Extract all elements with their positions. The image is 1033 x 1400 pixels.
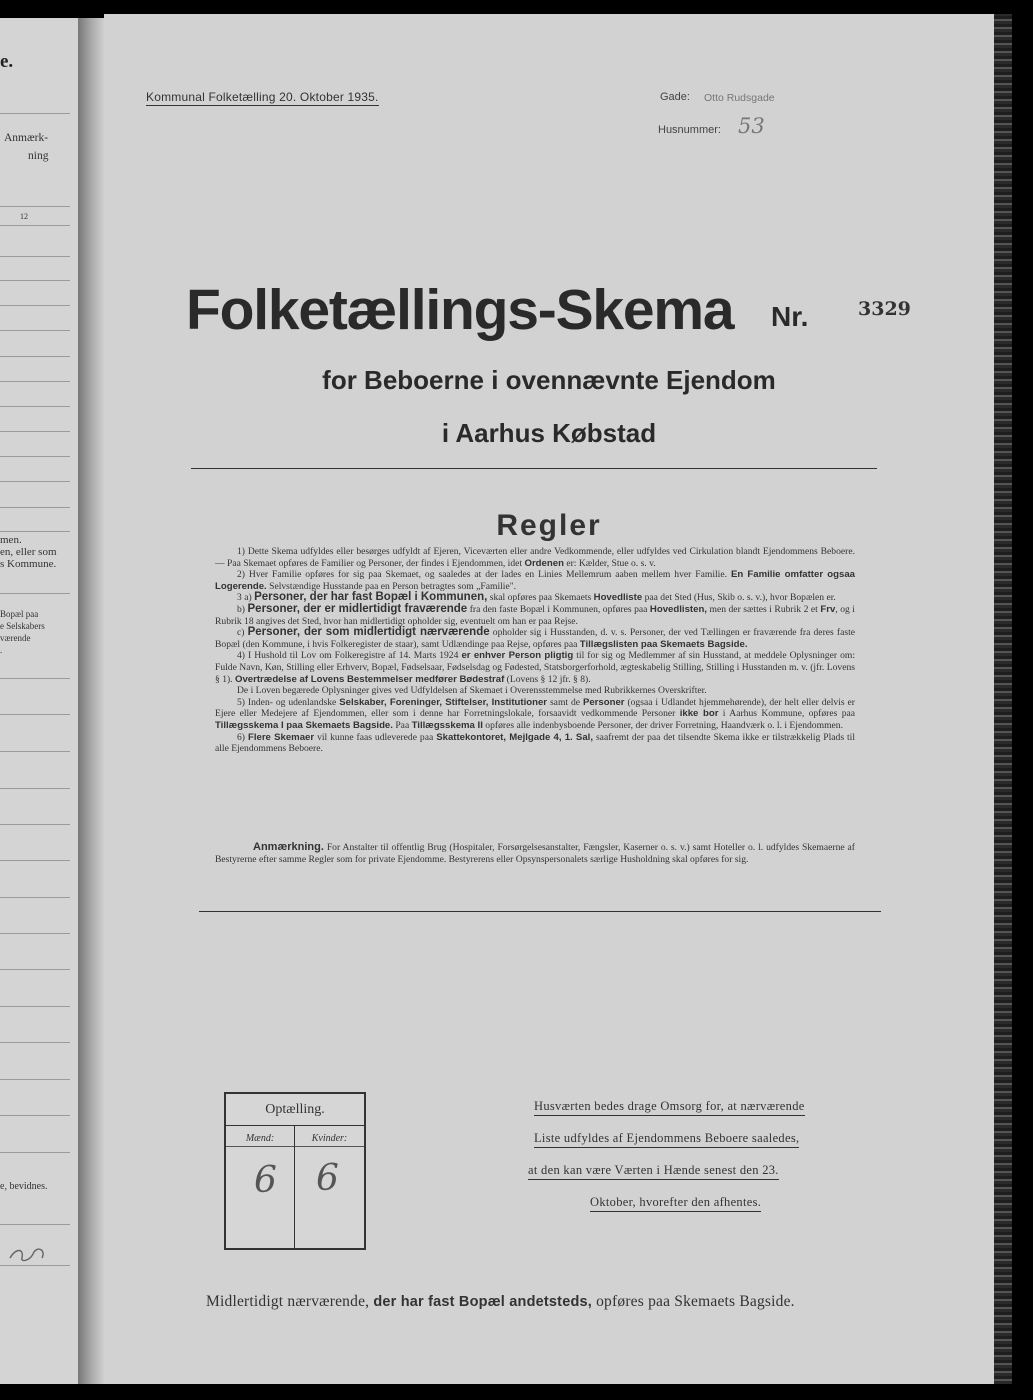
- rule-4: 4) I Hushold til Lov om Folkeregistre af 14. Marts 1924 er enhver Person pligtig til for sig og Medlemmer af sin Husstand, at meddele Oplysninger om: Fulde Navn, Køn, Stilling eller Erhverv, Bopæl, Fødselsaar, Fødselsdag og Fødested, Statsborgerforhold, ægteskabelig Stilling, Stilling i Husstanden m. v. (jfr. Lovens § 1). Overtrædelse af Lovens Bestemmelser medfører Bødestraf (Lovens § 12 jfr. § 8).: [215, 650, 856, 685]
- census-line: Kommunal Folketælling 20. Oktober 1935.: [146, 90, 379, 104]
- house-number-label: Husnummer:: [658, 124, 721, 136]
- rule-3c: c) Personer, der som midlertidigt nærværende opholder sig i Husstanden, d. v. s. Personer, der ved Tællingen er fraværende fra deres faste Bopæl (den Kommune, i hvis Folkeregister de staar), samt Udlændinge paa Rejse, opføres paa Tillægslisten paa Skemaets Bagside.: [215, 626, 856, 650]
- rule-3a: 3 a) Personer, der har fast Bopæl i Kommunen, skal opføres paa Skemaets Hovedliste paa det Sted (Hus, Skib o. s. v.), hvor Bopælen er.: [237, 591, 836, 604]
- title-divider: [191, 468, 877, 469]
- form-number-value: 3329: [858, 298, 911, 320]
- landlord-notice-line: at den kan være Værten i Hænde senest den 23.: [528, 1163, 779, 1180]
- house-number-value: 53: [738, 114, 765, 138]
- form-number-label: Nr.: [771, 301, 809, 332]
- footer-pre: Midlertidigt nærværende,: [206, 1293, 370, 1310]
- institutions-note: [215, 842, 855, 865]
- footer-post: opføres paa Skemaets Bagside.: [596, 1293, 795, 1310]
- landlord-notice-line: Husværten bedes drage Omsorg for, at nærværende: [534, 1099, 805, 1116]
- left-note-line: e, bevidnes.: [0, 1181, 48, 1192]
- left-column-title: Anmærk-: [4, 132, 49, 144]
- rule-2: 2) Hver Familie opføres for sig paa Skemaet, og saaledes at der lades en Linies Mellemrum aaben mellem hver Familie. En Familie omfatter ogsaa Logerende. Selvstændige Husstande paa en Person betragtes som „Familie".: [215, 569, 855, 592]
- note-text: For Anstalter til offentlig Brug (Hospitaler, Forsørgelsesanstalter, Fængsler, Kaserner o. s. v.) samt Hoteller o. l. udfyldes Skemaerne af Bestyrerne efter samme Regler som for private Ejendomme. Bestyrerens eller Opsynspersonalets særlige Husholdning skal opføres for sig.: [215, 842, 855, 865]
- landlord-notice-line: Liste udfyldes af Ejendommens Beboere saaledes,: [534, 1131, 799, 1148]
- book-gutter: [78, 18, 104, 1384]
- left-page: [0, 18, 78, 1384]
- left-note-line: e Selskabers: [0, 621, 45, 631]
- rule-4b: De i Loven begærede Oplysninger gives ved Udfyldelsen af Skemaet i Overensstemmelse med Rubrikkernes Overskrifter.: [237, 685, 707, 697]
- rule-6: 6) Flere Skemaer vil kunne faas udleverede paa Skattekontoret, Mejlgade 4, 1. Sal, saafremt der paa det tilsendte Skema ikke er tilstrækkelig Plads til alle Ejendommens Beboere.: [215, 731, 856, 755]
- footer-note: [206, 1293, 795, 1311]
- left-note-line: værende: [0, 633, 31, 643]
- page-stack-edge: [994, 14, 1012, 1384]
- women-label: Kvinder:: [311, 1133, 348, 1144]
- landlord-notice-line: Oktober, hvorefter den afhentes.: [590, 1195, 761, 1212]
- form-subtitle: for Beboerne i ovennævnte Ejendom: [322, 365, 776, 395]
- women-count: 6: [316, 1158, 339, 1199]
- form-title: Folketællings-Skema: [186, 278, 734, 342]
- census-form-page: [104, 14, 994, 1384]
- count-box-title: Optælling.: [226, 1094, 364, 1126]
- men-count: 6: [254, 1160, 277, 1201]
- street-label: Gade:: [660, 91, 690, 103]
- left-note-line: .: [0, 645, 3, 655]
- count-box: [224, 1092, 366, 1250]
- rule-1: 1) Dette Skema udfyldes eller besørges udfyldt af Ejeren, Viceværten eller andre Vedkommende, eller udfyldes ved Cirkulation blandt Ejendommens Beboere. — Paa Skemaet opføres de Familier og Personer, der findes i Ejendommen, idet Ordenen er: Kælder, Stue o. s. v.: [215, 546, 855, 569]
- left-note-line: Bopæl paa: [0, 609, 39, 619]
- left-note-line: men.: [0, 534, 22, 546]
- left-column-number: 12: [20, 212, 28, 221]
- left-note-line: en, eller som: [0, 546, 57, 558]
- rules-heading: Regler: [496, 509, 602, 542]
- left-heading-fragment: e.: [0, 51, 14, 72]
- rule-3b: b) Personer, der er midlertidigt fraværende fra den faste Bopæl i Kommunen, opføres paa Hovedlisten, men der sættes i Rubrik 2 et Frv, og i Rubrik 18 angives det Sted, hvor han midlertidigt opholder sig, eventuelt om han er paa Rejse.: [215, 602, 855, 627]
- men-label: Mænd:: [245, 1133, 275, 1144]
- rules-body: [215, 546, 855, 755]
- footer-bold: der har fast Bopæl andetsteds,: [373, 1294, 593, 1310]
- street-value: Otto Rudsgade: [704, 92, 775, 104]
- rules-divider: [199, 911, 881, 912]
- rule-5: 5) Inden- og udenlandske Selskaber, Foreninger, Stiftelser, Institutioner samt de Personer (ogsaa i Udlandet hjemmehørende), der helt eller delvis er Ejere eller Medejere af Ejendommen, eller som i denne har Forretningslokale, forsaavidt vedkommende Personer ikke bor i Aarhus Kommune, opføres paa Tillægsskema I paa Skemaets Bagside. Paa Tillægsskema II opføres alle indenbysboende Personer, der driver Forretning, Haandværk o. l. i Ejendommen.: [215, 696, 856, 731]
- left-column-title-2: ning: [28, 150, 49, 162]
- left-handwriting-scribble: [6, 1244, 54, 1264]
- note-label: Anmærkning.: [253, 841, 324, 853]
- form-subtitle-town: i Aarhus Købstad: [441, 418, 657, 448]
- left-note-line: s Kommune.: [0, 558, 57, 570]
